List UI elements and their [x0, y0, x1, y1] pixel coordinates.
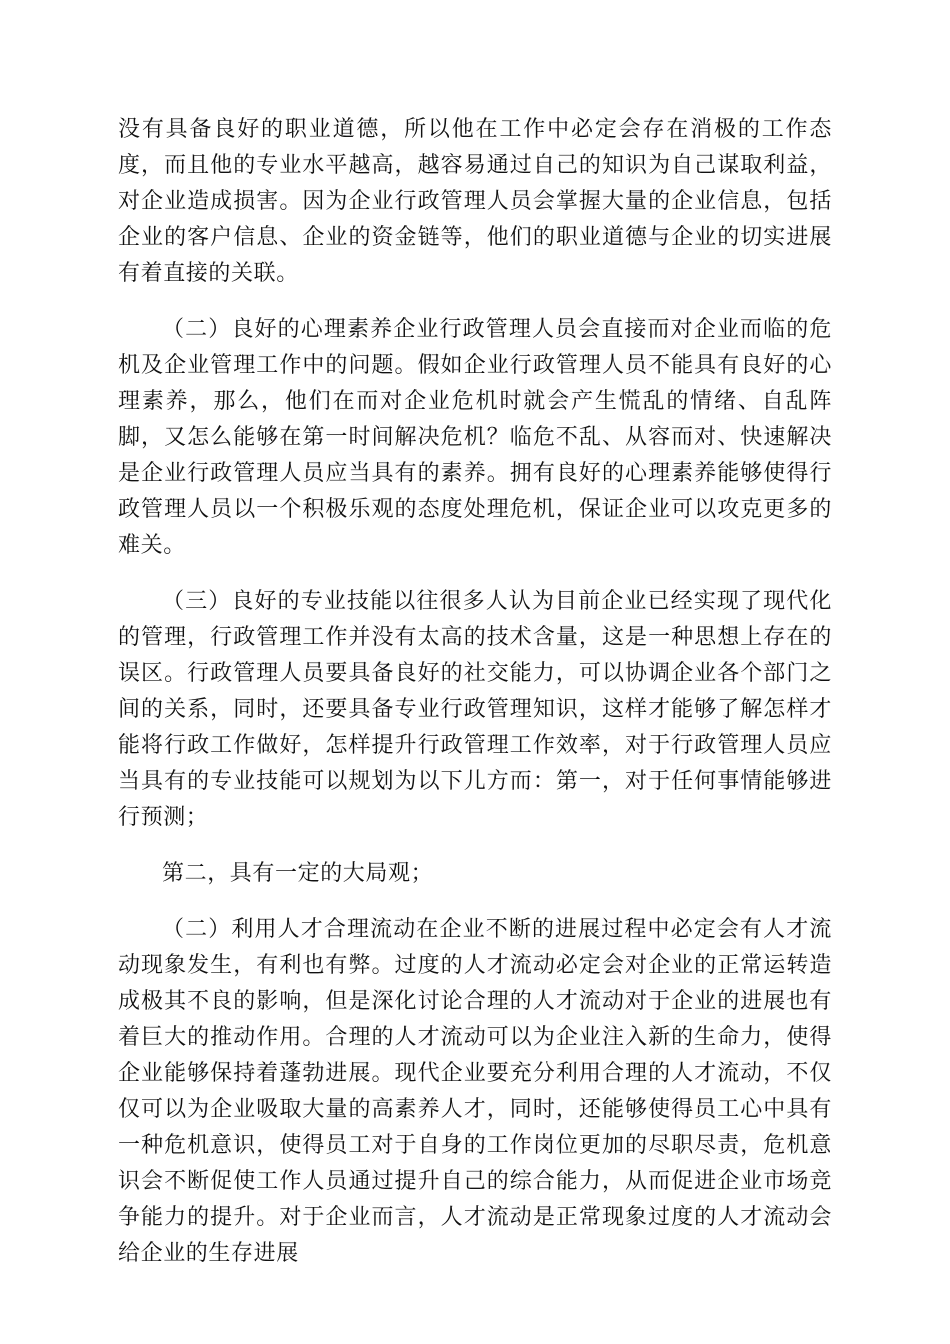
document-body [118, 112, 832, 1272]
paragraph-overall-view: 第二，具有一定的大局观； [162, 861, 434, 886]
paragraph-professional-ethics: 没有具备良好的职业道德，所以他在工作中必定会存在消极的工作态度，而且他的专业水平越高，越容易通过自己的知识为自己谋取利益，对企业造成损害。因为企业行政管理人员会掌握大量的企业信息，包括企业的客户信息、企业的资金链等，他们的职业道德与企业的切实进展有着直接的关联。 [118, 117, 832, 286]
paragraph-professional-skills: （三）良好的专业技能以往很多人认为目前企业已经实现了现代化的管理，行政管理工作并没有太高的技术含量，这是一种思想上存在的误区。行政管理人员要具备良好的社交能力，可以协调企业各个部门之间的关系，同时，还要具备专业行政管理知识，这样才能够了解怎样才能将行政工作做好，怎样提升行政管理工作效率，对于行政管理人员应当具有的专业技能可以规划为以下儿方而：第一，对于任何事情能够进行预测； [118, 589, 832, 830]
paragraph-talent-flow: （二）利用人才合理流动在企业不断的进展过程中必定会有人才流动现象发生，有利也有弊。过度的人才流动必定会对企业的正常运转造成极其不良的影响，但是深化讨论合理的人才流动对于企业的进展也有着巨大的推动作用。合理的人才流动可以为企业注入新的生命力，使得企业能够保持着蓬勃进展。现代企业要充分利用合理的人才流动，不仅仅可以为企业吸取大量的高素养人才，同时，还能够使得员工心中具有一种危机意识，使得员工对于自身的工作岗位更加的尽职尽责，危机意识会不断促使工作人员通过提升自己的综合能力，从而促进企业市场竞争能力的提升。对于企业而言，人才流动是正常现象过度的人才流动会给企业的生存进展 [118, 917, 832, 1266]
paragraph-psychological-quality: （二）良好的心理素养企业行政管理人员会直接而对企业而临的危机及企业管理工作中的问题。假如企业行政管理人员不能具有良好的心理素养，那么，他们在而对企业危机时就会产生慌乱的情绪、自乱阵脚，又怎么能够在第一时间解决危机？临危不乱、从容而对、快速解决是企业行政管理人员应当具有的素养。拥有良好的心理素养能够使得行政管理人员以一个积极乐观的态度处理危机，保证企业可以攻克更多的难关。 [118, 317, 832, 558]
